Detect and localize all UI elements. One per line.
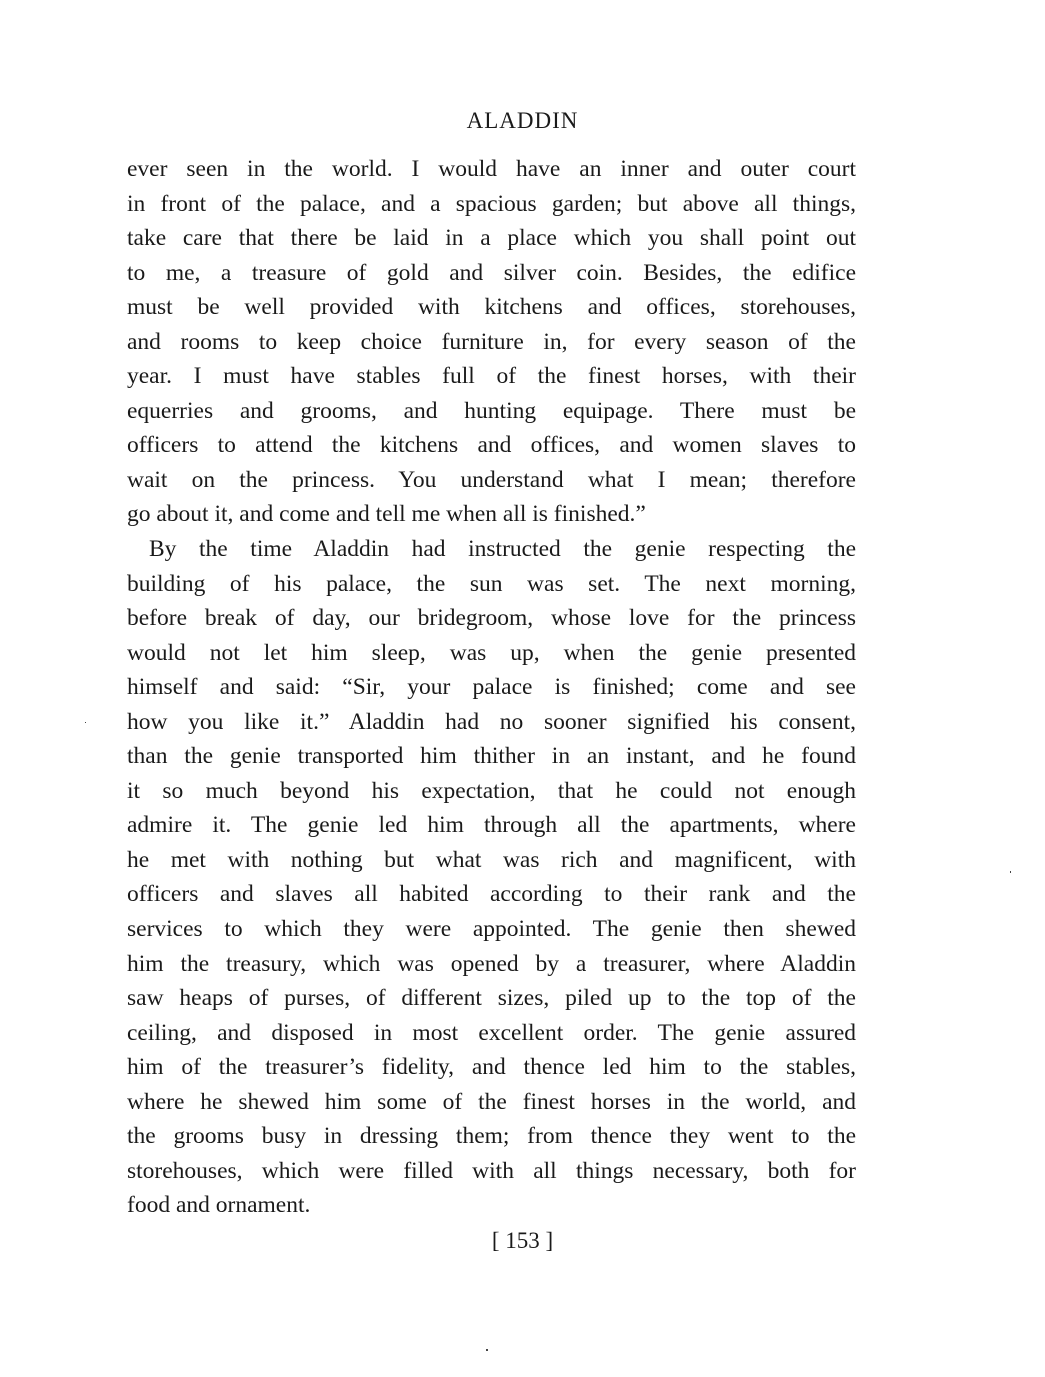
paragraph-1 — [127, 152, 856, 532]
scan-speck — [85, 722, 86, 723]
text-line: ceiling, and disposed in most excellent order. The genie assured — [127, 1019, 856, 1046]
text-line: would not let him sleep, was up, when the genie presented — [127, 639, 856, 666]
text-line: saw heaps of purses, of different sizes, piled up to the top of the — [127, 985, 856, 1012]
scan-speck — [486, 1349, 488, 1351]
text-line: and rooms to keep choice furniture in, for every season of the — [127, 328, 856, 355]
body-text — [127, 152, 856, 1223]
text-line: than the genie transported him thither in an instant, and he found — [127, 743, 856, 770]
text-line: to me, a treasure of gold and silver coin. Besides, the edifice — [127, 259, 856, 286]
text-line: take care that there be laid in a place which you shall point out — [127, 225, 856, 252]
text-line: the grooms busy in dressing them; from thence they went to the — [127, 1123, 856, 1150]
text-line: himself and said: “Sir, your palace is finished; come and see — [127, 674, 856, 701]
text-line: food and ornament. — [127, 1192, 311, 1219]
text-line: admire it. The genie led him through all the apartments, where — [127, 812, 856, 839]
text-line: wait on the princess. You understand what I mean; therefore — [127, 466, 856, 493]
text-line: he met with nothing but what was rich and magnificent, with — [127, 846, 856, 873]
text-line: it so much beyond his expectation, that he could not enough — [127, 777, 856, 804]
paragraph-2 — [127, 532, 856, 1223]
text-line: equerries and grooms, and hunting equipage. There must be — [127, 397, 856, 424]
text-line: officers and slaves all habited according to their rank and the — [127, 881, 856, 908]
text-line: him of the treasurer’s fidelity, and thence led him to the stables, — [127, 1054, 856, 1081]
text-line: building of his palace, the sun was set. The next morning, — [127, 570, 856, 597]
text-line: By the time Aladdin had instructed the genie respecting the — [149, 536, 856, 563]
page-number: [ 153 ] — [491, 1228, 554, 1253]
text-line: go about it, and come and tell me when all is finished.” — [127, 501, 646, 528]
text-line: year. I must have stables full of the finest horses, with their — [127, 363, 856, 390]
text-line: him the treasury, which was opened by a treasurer, where Aladdin — [127, 950, 856, 977]
running-head: ALADDIN — [466, 108, 579, 133]
text-line: must be well provided with kitchens and offices, storehouses, — [127, 294, 856, 321]
text-line: storehouses, which were filled with all things necessary, both for — [127, 1157, 856, 1184]
text-line: how you like it.” Aladdin had no sooner signified his consent, — [127, 708, 856, 735]
text-line: officers to attend the kitchens and offices, and women slaves to — [127, 432, 856, 459]
text-line: before break of day, our bridegroom, whose love for the princess — [127, 605, 856, 632]
scan-speck — [1010, 871, 1011, 873]
text-line: services to which they were appointed. The genie then shewed — [127, 916, 856, 943]
text-line: where he shewed him some of the finest horses in the world, and — [127, 1088, 856, 1115]
text-line: in front of the palace, and a spacious garden; but above all things, — [127, 190, 856, 217]
text-line: ever seen in the world. I would have an inner and outer court — [127, 156, 856, 182]
